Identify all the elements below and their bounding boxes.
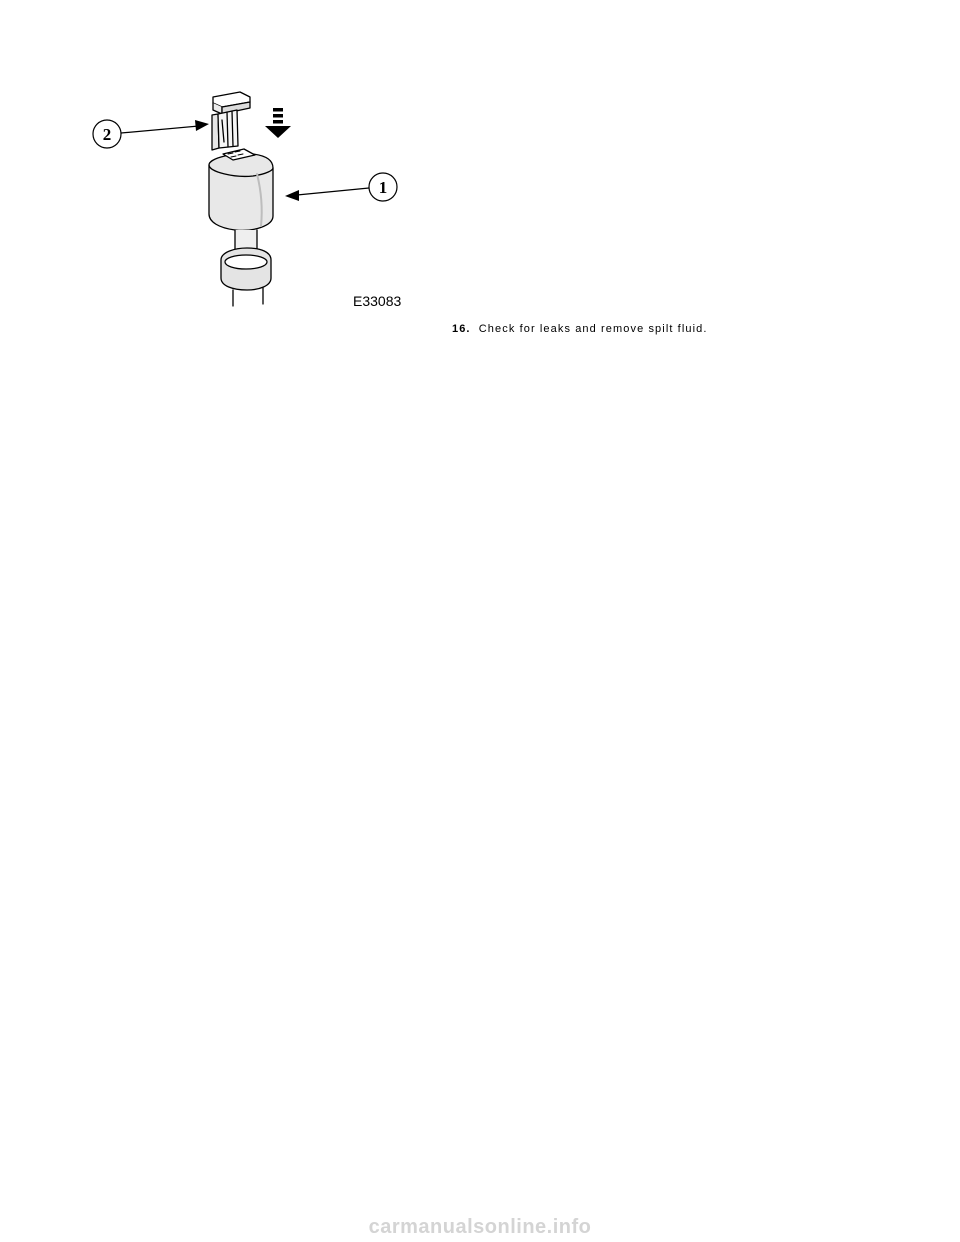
svg-text:2: 2: [102, 125, 112, 144]
step-number: 16.: [452, 323, 471, 335]
step-text: Check for leaks and remove spilt fluid.: [478, 323, 708, 335]
callout-2: [93, 120, 121, 148]
figure-id: E33083: [353, 293, 402, 309]
pressure-switch-illustration: [85, 80, 425, 320]
procedure-step: [452, 323, 708, 335]
watermark: carmanualsonline.info: [368, 1216, 592, 1238]
svg-text:1: 1: [378, 178, 388, 197]
figure-pressure-switch: [85, 80, 425, 320]
callout-1: [369, 173, 397, 201]
